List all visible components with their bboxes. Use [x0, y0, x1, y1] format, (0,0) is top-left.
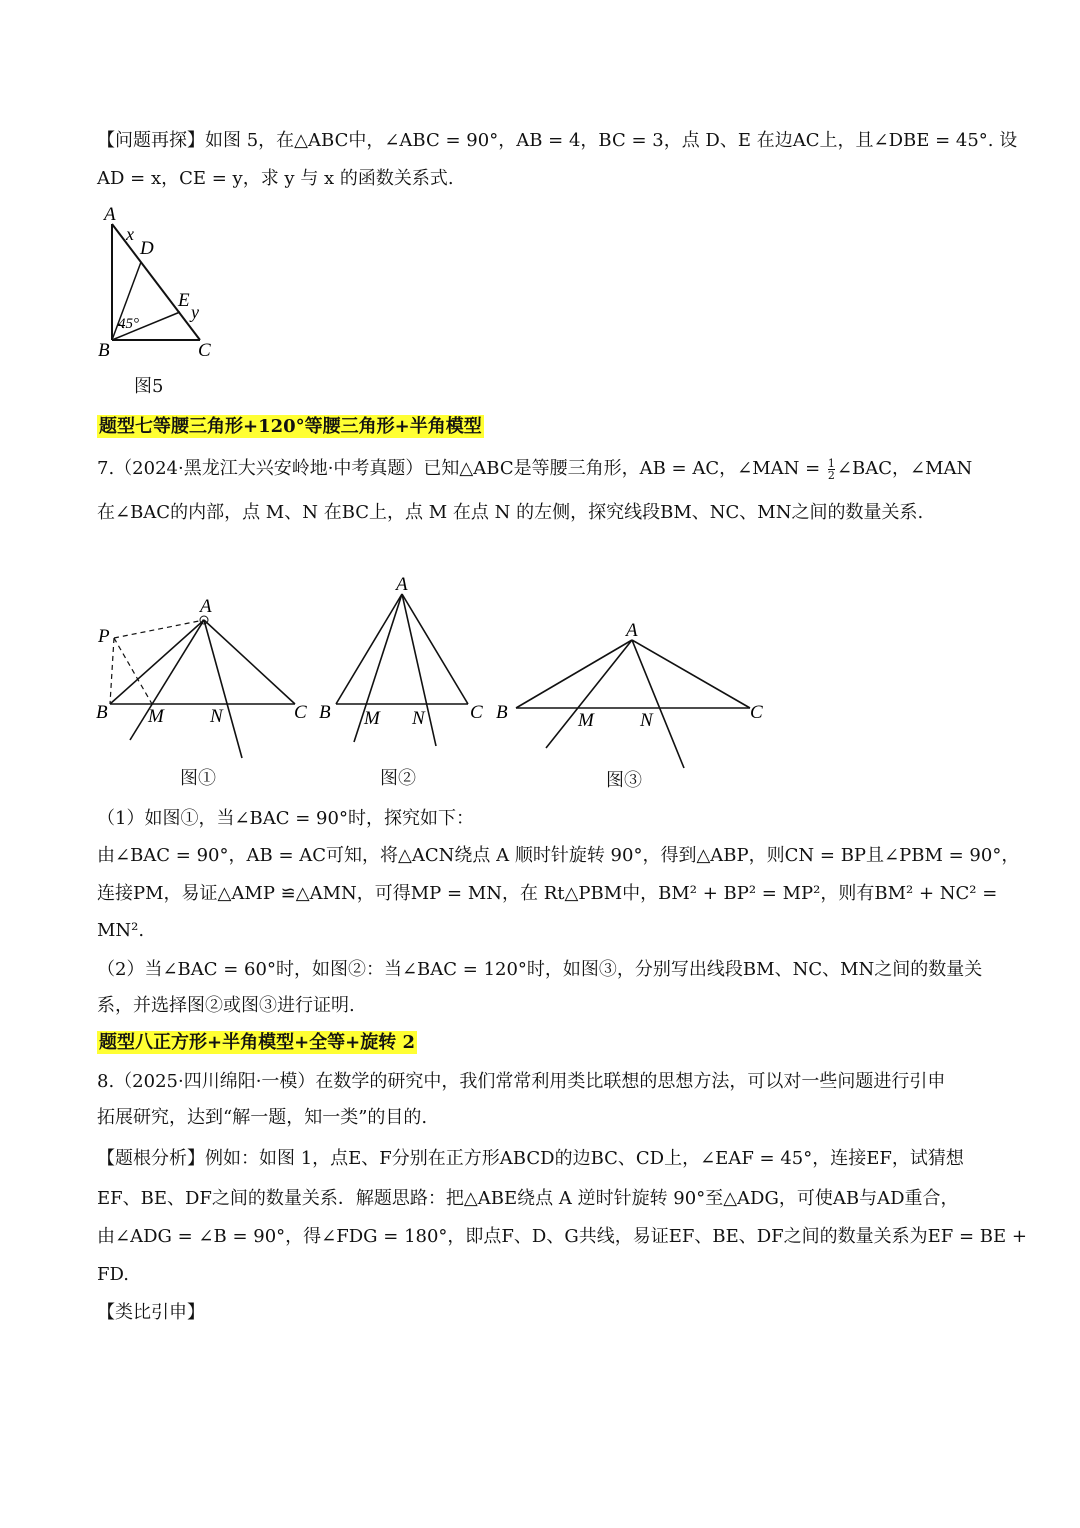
figure-3-caption: 图③ — [606, 770, 642, 791]
q7-text-a: 7.（2024·黑龙江大兴安岭地·中考真题）已知△ABC是等腰三角形，AB = AC，∠MAN = — [97, 458, 826, 479]
part-1-line: 由∠BAC = 90°，AB = AC可知，将△ACN绕点 A 顺时针旋转 90°，得到△ABP，则CN = BP且∠PBM = 90°， — [97, 845, 1020, 866]
question-8-line: 【类比引申】 — [97, 1302, 205, 1323]
fig2-label-a: A — [396, 574, 408, 595]
label-e: E — [178, 290, 190, 311]
problem-line: AD = x，CE = y，求 y 与 x 的函数关系式. — [97, 168, 454, 189]
figure-3 — [496, 620, 763, 768]
fraction-half — [828, 458, 835, 481]
question-7-line — [97, 456, 972, 482]
fig3-label-b: B — [496, 702, 508, 723]
figure-2-caption: 图② — [380, 768, 416, 789]
fig3-label-n: N — [640, 710, 653, 731]
section-heading — [97, 1030, 417, 1056]
problem-line: 【问题再探】如图 5，在△ABC中，∠ABC = 90°，AB = 4，BC = 3，点 D、E 在边AC上，且∠DBE = 45°. 设 — [97, 130, 1018, 151]
label-x: x — [126, 224, 134, 244]
question-8-line: 8.（2025·四川绵阳·一模）在数学的研究中，我们常常利用类比联想的思想方法，可以对一些问题进行引申 — [97, 1071, 946, 1092]
label-c: C — [198, 340, 211, 361]
fig3-label-m: M — [578, 710, 594, 731]
label-d: D — [140, 238, 154, 259]
frac-den: 2 — [827, 468, 835, 482]
section-heading — [97, 414, 484, 440]
figure-5-caption: 图5 — [134, 376, 164, 397]
heading-8-text: 题型八正方形+半角模型+全等+旋转 2 — [99, 1032, 416, 1053]
fig3-label-a: A — [626, 620, 638, 641]
part-1-line: MN². — [97, 920, 145, 941]
fig2-label-c: C — [470, 702, 483, 723]
label-b: B — [98, 340, 110, 361]
fig2-label-m: M — [364, 708, 380, 729]
fig3-label-c: C — [750, 702, 763, 723]
label-a: A — [104, 204, 116, 225]
label-y: y — [191, 302, 199, 322]
figure-1-caption: 图① — [180, 768, 216, 789]
fig1-label-n: N — [210, 706, 223, 727]
fig1-label-c: C — [294, 702, 307, 723]
part-1-line: 连接PM，易证△AMP ≌△AMN，可得MP = MN，在 Rt△PBM中，BM² + BP² = MP²，则有BM² + NC² = — [97, 883, 998, 904]
question-7-line: 在∠BAC的内部，点 M、N 在BC上，点 M 在点 N 的左侧，探究线段BM、NC、MN之间的数量关系. — [97, 502, 924, 523]
heading-7-text: 题型七等腰三角形+120°等腰三角形+半角模型 — [99, 416, 482, 437]
question-8-line: 由∠ADG = ∠B = 90°，得∠FDG = 180°，即点F、D、G共线，易证EF、BE、DF之间的数量关系为EF = BE + — [97, 1226, 1027, 1247]
question-8-line: FD. — [97, 1264, 130, 1285]
part-1-line: （1）如图①，当∠BAC = 90°时，探究如下： — [97, 808, 474, 829]
figures-7 — [90, 570, 790, 770]
figure-1 — [96, 596, 307, 758]
frac-num: 1 — [827, 456, 835, 470]
fig1-label-b: B — [96, 702, 108, 723]
part-2-line: 系，并选择图②或图③进行证明. — [97, 995, 355, 1016]
question-8-line: EF、BE、DF之间的数量关系．解题思路：把△ABE绕点 A 逆时针旋转 90°至△ADG，可使AB与AD重合， — [97, 1188, 959, 1209]
question-8-line: 拓展研究，达到“解一题，知一类”的目的. — [97, 1107, 428, 1128]
fig2-label-n: N — [412, 708, 425, 729]
label-45: 45° — [118, 316, 139, 332]
question-8-line: 【题根分析】例如：如图 1，点E、F分别在正方形ABCD的边BC、CD上，∠EAF = 45°，连接EF，试猜想 — [97, 1148, 964, 1169]
fig1-label-m: M — [148, 706, 164, 727]
figure-5 — [90, 200, 230, 370]
fig1-label-p: P — [98, 626, 110, 647]
part-2-line: （2）当∠BAC = 60°时，如图②：当∠BAC = 120°时，如图③，分别写出线段BM、NC、MN之间的数量关 — [97, 959, 983, 980]
q7-text-b: ∠BAC，∠MAN — [836, 458, 973, 479]
fig1-label-a: A — [200, 596, 212, 617]
figure-2 — [319, 574, 483, 746]
fig2-label-b: B — [319, 702, 331, 723]
